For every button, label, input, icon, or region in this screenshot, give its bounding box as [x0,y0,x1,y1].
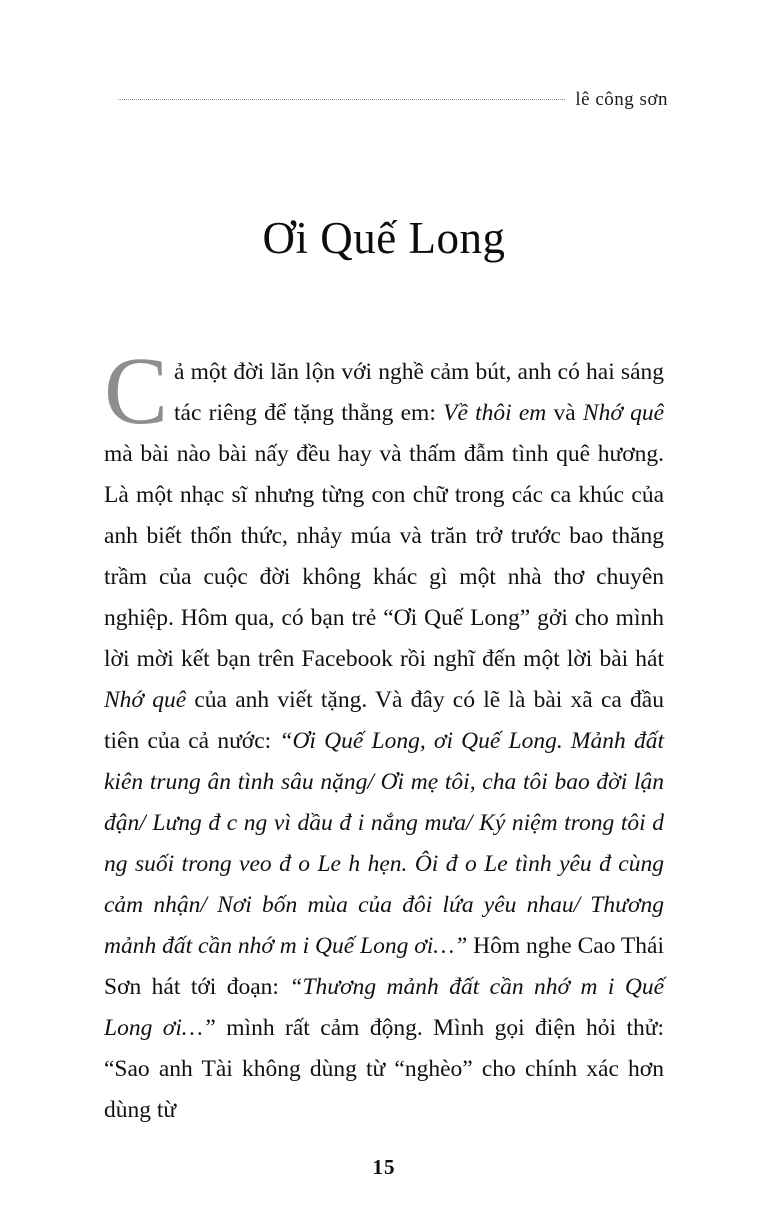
running-header-title: lê công sơn [575,89,668,110]
body-text-segment-4: của anh viết tặng. Và đây có lẽ là bài xã ca đầu tiên của cả nước: [104,687,664,754]
body-text-segment-6: mình rất cảm động. Mình gọi điện hỏi thử: “Sao anh Tài không dùng từ “nghèo” cho chính xác hơn dùng từ [104,1015,664,1123]
header-dotted-rule [118,98,565,100]
body-paragraph [104,337,665,1131]
body-italic-song-title-2: Nhớ quê [582,400,665,426]
body-text-segment-3: mà bài nào bài nấy đều hay và thấm đẫm tình quê hương. Là một nhạc sĩ nhưng từng con chữ trong các ca khúc của anh biết thổn thức, nhảy múa và trăn trở trước bao thăng trầm của cuộc đời không khác gì một nhà thơ chuyên nghiệp. Hôm qua, có bạn trẻ “Ơi Quế Long” gởi cho mình lời mời kết bạn trên Facebook rồi nghĩ đến một lời bài hát [104,441,664,672]
body-italic-song-title-1: Về thôi em [443,400,547,426]
body-italic-song-title-3: Nhớ quê [104,687,187,713]
body-text-segment-5: Hôm nghe Cao Thái Sơn hát tới đoạn: [104,933,664,1000]
body-text-column [104,337,665,1131]
body-italic-lyrics-2: “Thương mảnh đất cần nhớ m i Quế Long ơi…” [104,974,664,1041]
running-header [118,88,668,112]
body-italic-lyrics-1: “Ơi Quế Long, ơi Quế Long. Mảnh đất kiên trung ân tình sâu nặng/ Ơi mẹ tôi, cha tôi bao đời lận đận/ Lưng đ c ng vì dầu đ i nắng mưa/ Ký niệm trong tôi d ng suối trong veo đ o Le h hẹn. Ôi đ o Le tình yêu đ cùng cảm nhận/ Nơi bốn mùa của đôi lứa yêu nhau/ Thương mảnh đất cần nhớ m i Quế Long ơi…” [104,728,664,959]
chapter-title: Ơi Quế Long [262,213,506,263]
body-text-segment-2: và [546,400,583,426]
body-text-segment-1: ả một đời lăn lộn với nghề cảm bút, anh có hai sáng tác riêng để tặng thằng em: [174,359,664,426]
page-number: 15 [372,1155,396,1179]
drop-cap: C [104,337,169,444]
